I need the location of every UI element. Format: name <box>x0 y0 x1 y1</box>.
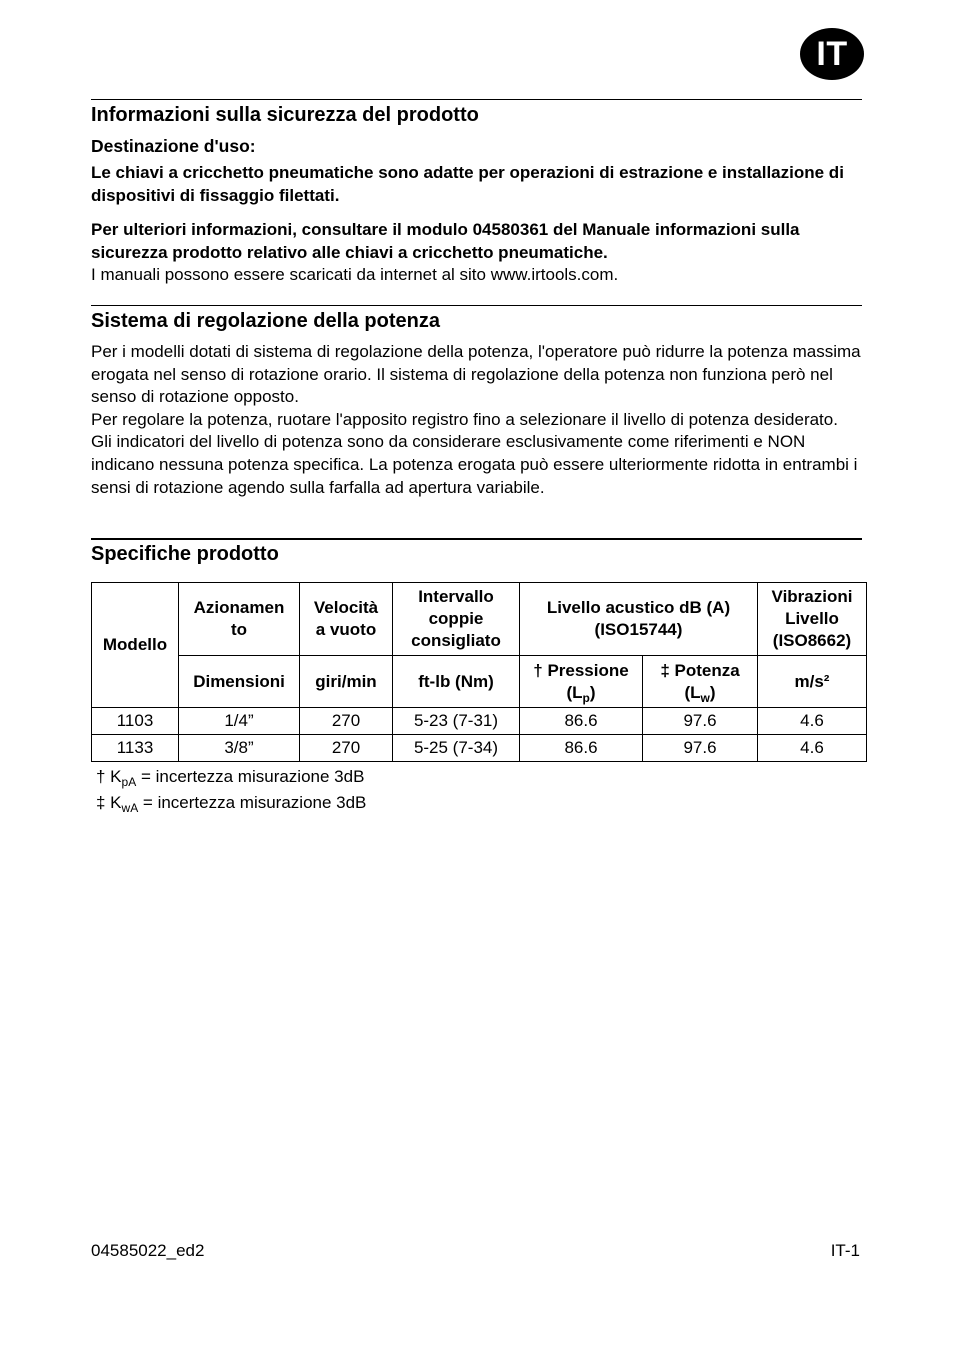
specs-table <box>91 582 867 762</box>
more-info-text: Per ulteriori informazioni, consultare il modulo 04580361 del Manuale informazioni sulla sicurezza prodotto relativo alle chiavi a cricchetto pneumatiche. <box>91 220 800 262</box>
power-paragraph: Gli indicatori del livello di potenza sono da considerare esclusivamente come riferimenti e NON indicano nessuna potenza specifica. La potenza erogata può essere ulteriormente ridotta in entrambi i sensi di rotazione agendo sulla farfalla ad apertura variabile. <box>91 432 858 497</box>
table-row <box>92 735 867 762</box>
power-body <box>91 341 866 499</box>
header-sound: Livello acustico dB (A) (ISO15744) <box>520 583 758 656</box>
specs-heading: Specifiche prodotto <box>91 543 279 565</box>
cell-speed: 270 <box>300 735 393 762</box>
intended-use-text: Le chiavi a cricchetto pneumatiche sono adatte per operazioni di estrazione e installazione di dispositivi di fissaggio filettati. <box>91 163 844 205</box>
cell-model: 1103 <box>92 708 179 735</box>
unit-torque: ft-lb (Nm) <box>393 656 520 708</box>
footnote-pressure: † $K_{pA}$ = incertezza misurazione 3dB <box>96 767 365 789</box>
page-number: IT-1 <box>830 1241 860 1260</box>
table-row <box>92 708 867 735</box>
unit-pressure: † Pressione $(L_p)$ <box>520 656 643 708</box>
header-speed: Velocità a vuoto <box>300 583 393 656</box>
table-header-row <box>92 583 867 656</box>
section-divider <box>91 305 862 306</box>
power-heading: Sistema di regolazione della potenza <box>91 310 440 332</box>
footnote-power: ‡ $K_{wA}$ = incertezza misurazione 3dB <box>96 793 367 815</box>
header-vibration: Vibrazioni Livello (ISO8662) <box>758 583 867 656</box>
cell-drive: 1/4” <box>179 708 300 735</box>
cell-vibration: 4.6 <box>758 735 867 762</box>
cell-speed: 270 <box>300 708 393 735</box>
document-number: 04585022_ed2 <box>91 1241 205 1260</box>
header-model: Modello <box>92 583 179 708</box>
safety-heading: Informazioni sulla sicurezza del prodotto <box>91 104 479 126</box>
cell-vibration: 4.6 <box>758 708 867 735</box>
unit-drive: Dimensioni <box>179 656 300 708</box>
cell-pressure: 86.6 <box>520 708 643 735</box>
cell-torque: 5-25 (7-34) <box>393 735 520 762</box>
unit-vibration: m/s² <box>758 656 867 708</box>
section-divider <box>91 538 862 540</box>
power-paragraph: Per regolare la potenza, ruotare l'apposito registro fino a selezionare il livello di potenza desiderato. <box>91 409 838 429</box>
header-drive: Azionamen to <box>179 583 300 656</box>
unit-power: ‡ Potenza $(L_w)$ <box>643 656 758 708</box>
intended-use-heading: Destinazione d'uso: <box>91 136 256 156</box>
section-divider <box>91 99 862 100</box>
cell-power: 97.6 <box>643 708 758 735</box>
unit-speed: giri/min <box>300 656 393 708</box>
download-text: I manuali possono essere scaricati da internet al sito www.irtools.com. <box>91 265 619 284</box>
cell-pressure: 86.6 <box>520 735 643 762</box>
language-badge: IT <box>800 28 864 80</box>
cell-model: 1133 <box>92 735 179 762</box>
cell-power: 97.6 <box>643 735 758 762</box>
table-unit-row <box>92 656 867 708</box>
power-paragraph: Per i modelli dotati di sistema di regolazione della potenza, l'operatore può ridurre la potenza massima erogata nel senso di rotazione orario. Il sistema di regolazione della potenza non funziona però nel senso di rotazione opposto. <box>91 342 861 407</box>
cell-torque: 5-23 (7-31) <box>393 708 520 735</box>
header-torque: Intervallo coppie consigliato <box>393 583 520 656</box>
cell-drive: 3/8” <box>179 735 300 762</box>
